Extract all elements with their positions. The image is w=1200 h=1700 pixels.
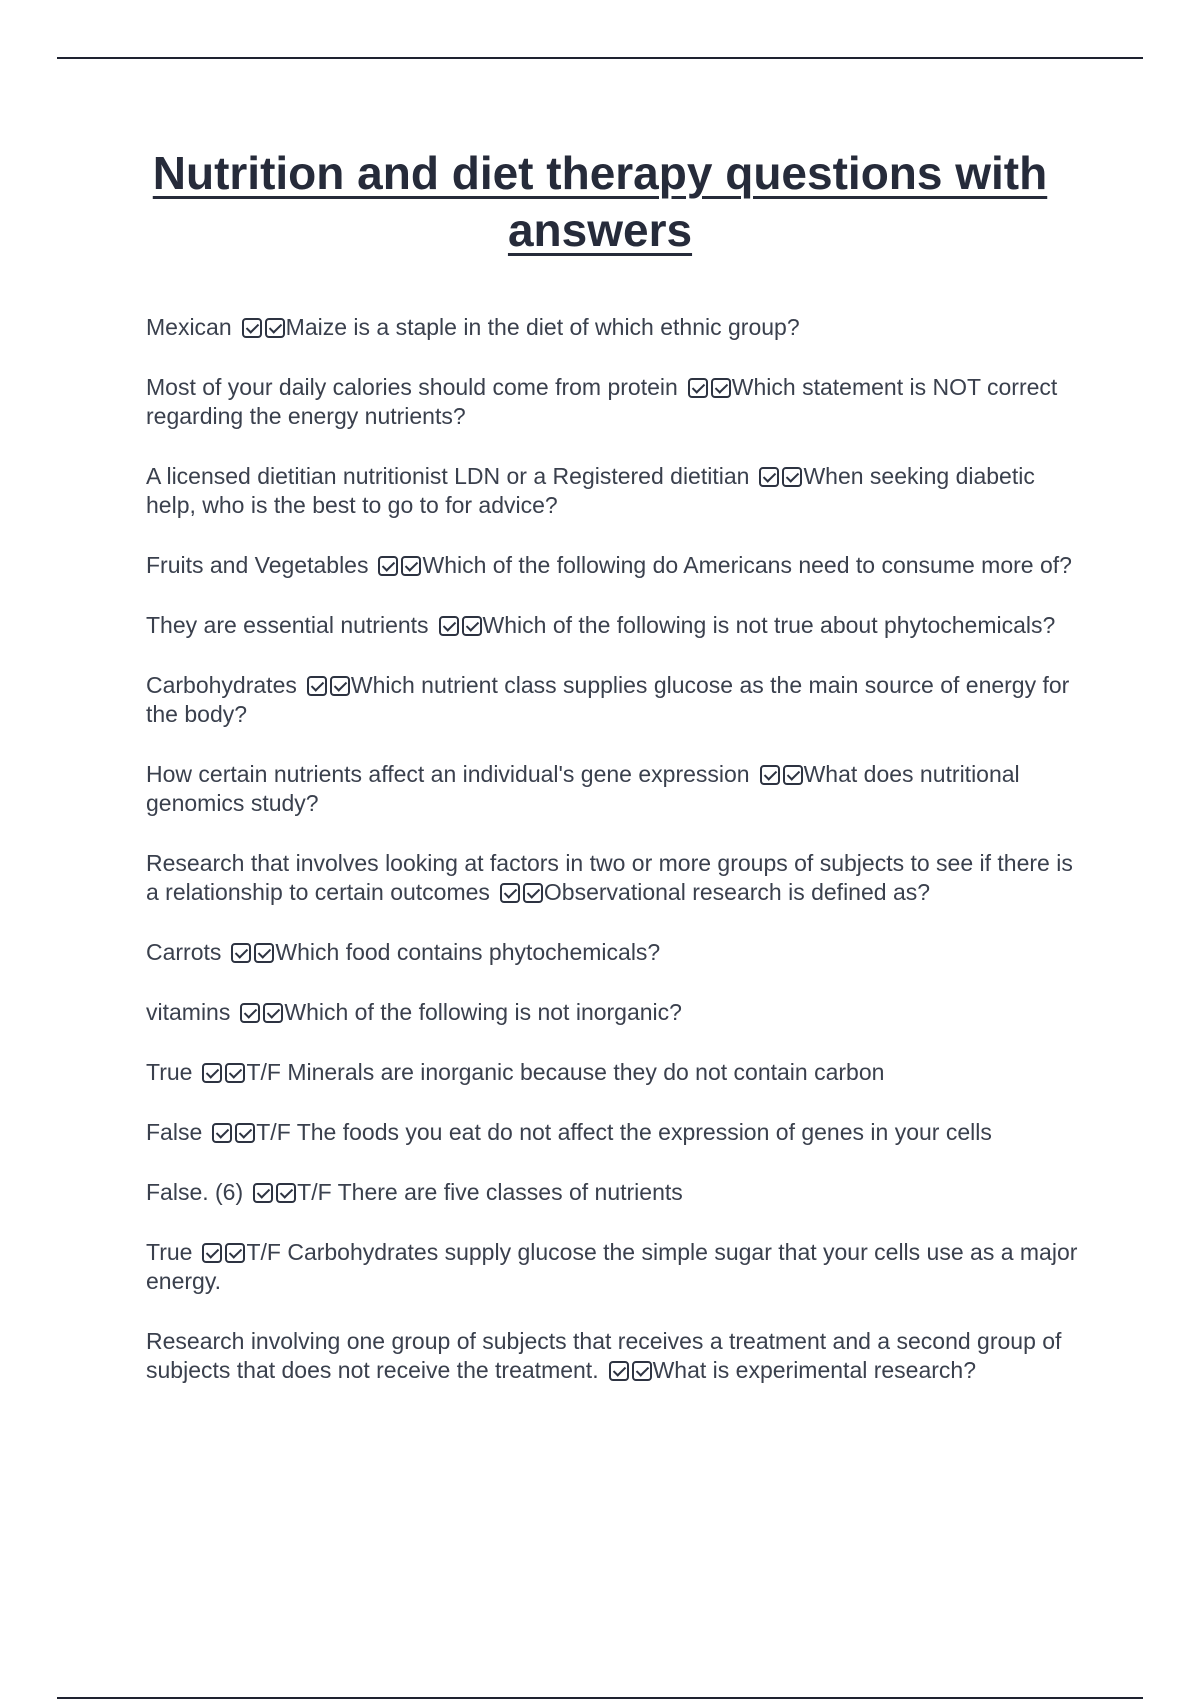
check-box-icon — [782, 467, 802, 487]
check-box-icon — [439, 616, 459, 636]
qa-answer: Carrots — [146, 939, 222, 965]
qa-item — [146, 760, 1086, 818]
check-box-icon — [609, 1361, 629, 1381]
check-box-icon — [462, 616, 482, 636]
check-box-icon — [231, 943, 251, 963]
top-rule — [57, 57, 1143, 59]
qa-item — [146, 1178, 1086, 1207]
qa-item — [146, 1118, 1086, 1147]
qa-answer: Research involving one group of subjects that receives a treatment and a second group of subjects that does not receive the treatment. — [146, 1328, 1062, 1383]
check-box-icon — [254, 943, 274, 963]
check-box-icon — [330, 676, 350, 696]
check-box-icon — [225, 1243, 245, 1263]
check-box-icon — [688, 378, 708, 398]
check-box-icon — [276, 1183, 296, 1203]
check-box-icon — [711, 378, 731, 398]
qa-list — [146, 313, 1086, 1385]
qa-item — [146, 1327, 1086, 1385]
check-box-icon — [225, 1063, 245, 1083]
qa-item — [146, 611, 1086, 640]
qa-answer: Most of your daily calories should come from protein — [146, 374, 678, 400]
bottom-rule — [57, 1697, 1143, 1699]
qa-answer: vitamins — [146, 999, 231, 1025]
check-box-icon — [235, 1123, 255, 1143]
check-box-icon — [783, 765, 803, 785]
qa-question: What does nutritional genomics study? — [146, 761, 1020, 816]
qa-item — [146, 313, 1086, 342]
check-box-icon — [759, 467, 779, 487]
check-box-icon — [378, 556, 398, 576]
check-box-icon — [523, 883, 543, 903]
check-box-icon — [307, 676, 327, 696]
qa-question: Which of the following is not inorganic? — [284, 999, 682, 1025]
qa-answer: True — [146, 1239, 193, 1265]
check-box-icon — [760, 765, 780, 785]
qa-answer: False — [146, 1119, 203, 1145]
qa-item — [146, 1058, 1086, 1087]
check-box-icon — [202, 1243, 222, 1263]
qa-question: T/F The foods you eat do not affect the expression of genes in your cells — [256, 1119, 992, 1145]
check-box-icon — [253, 1183, 273, 1203]
check-box-icon — [265, 318, 285, 338]
document-title: Nutrition and diet therapy questions with answers — [152, 147, 1048, 256]
qa-answer: Fruits and Vegetables — [146, 552, 369, 578]
qa-question: Which statement is NOT correct regarding the energy nutrients? — [146, 374, 1058, 429]
qa-question: What is experimental research? — [652, 1357, 977, 1383]
qa-question: Observational research is defined as? — [543, 879, 931, 905]
check-box-icon — [632, 1361, 652, 1381]
qa-answer: False. (6) — [146, 1179, 244, 1205]
qa-answer: Research that involves looking at factors in two or more groups of subjects to see if there is a relationship to certain outcomes — [146, 850, 1073, 905]
qa-answer: They are essential nutrients — [146, 612, 429, 638]
qa-item — [146, 998, 1086, 1027]
check-box-icon — [242, 318, 262, 338]
qa-answer: Carbohydrates — [146, 672, 297, 698]
check-box-icon — [212, 1123, 232, 1143]
qa-item — [146, 551, 1086, 580]
qa-answer: A licensed dietitian nutritionist LDN or a Registered dietitian — [146, 463, 750, 489]
qa-question: Maize is a staple in the diet of which ethnic group? — [285, 314, 800, 340]
qa-item — [146, 849, 1086, 907]
qa-item — [146, 938, 1086, 967]
qa-item — [146, 373, 1086, 431]
check-box-icon — [263, 1003, 283, 1023]
qa-question: When seeking diabetic help, who is the best to go to for advice? — [146, 463, 1035, 518]
qa-question: T/F Carbohydrates supply glucose the simple sugar that your cells use as a major energy. — [146, 1239, 1078, 1294]
check-box-icon — [240, 1003, 260, 1023]
check-box-icon — [500, 883, 520, 903]
qa-item — [146, 1238, 1086, 1296]
check-box-icon — [202, 1063, 222, 1083]
qa-item — [146, 671, 1086, 729]
qa-question: Which food contains phytochemicals? — [275, 939, 661, 965]
qa-question: T/F Minerals are inorganic because they do not contain carbon — [246, 1059, 885, 1085]
qa-question: Which of the following is not true about phytochemicals? — [482, 612, 1056, 638]
check-box-icon — [401, 556, 421, 576]
qa-question: Which nutrient class supplies glucose as the main source of energy for the body? — [146, 672, 1070, 727]
qa-answer: True — [146, 1059, 193, 1085]
qa-item — [146, 462, 1086, 520]
qa-question: Which of the following do Americans need to consume more of? — [422, 552, 1072, 578]
qa-answer: How certain nutrients affect an individual's gene expression — [146, 761, 750, 787]
qa-answer: Mexican — [146, 314, 232, 340]
qa-question: T/F There are five classes of nutrients — [297, 1179, 683, 1205]
